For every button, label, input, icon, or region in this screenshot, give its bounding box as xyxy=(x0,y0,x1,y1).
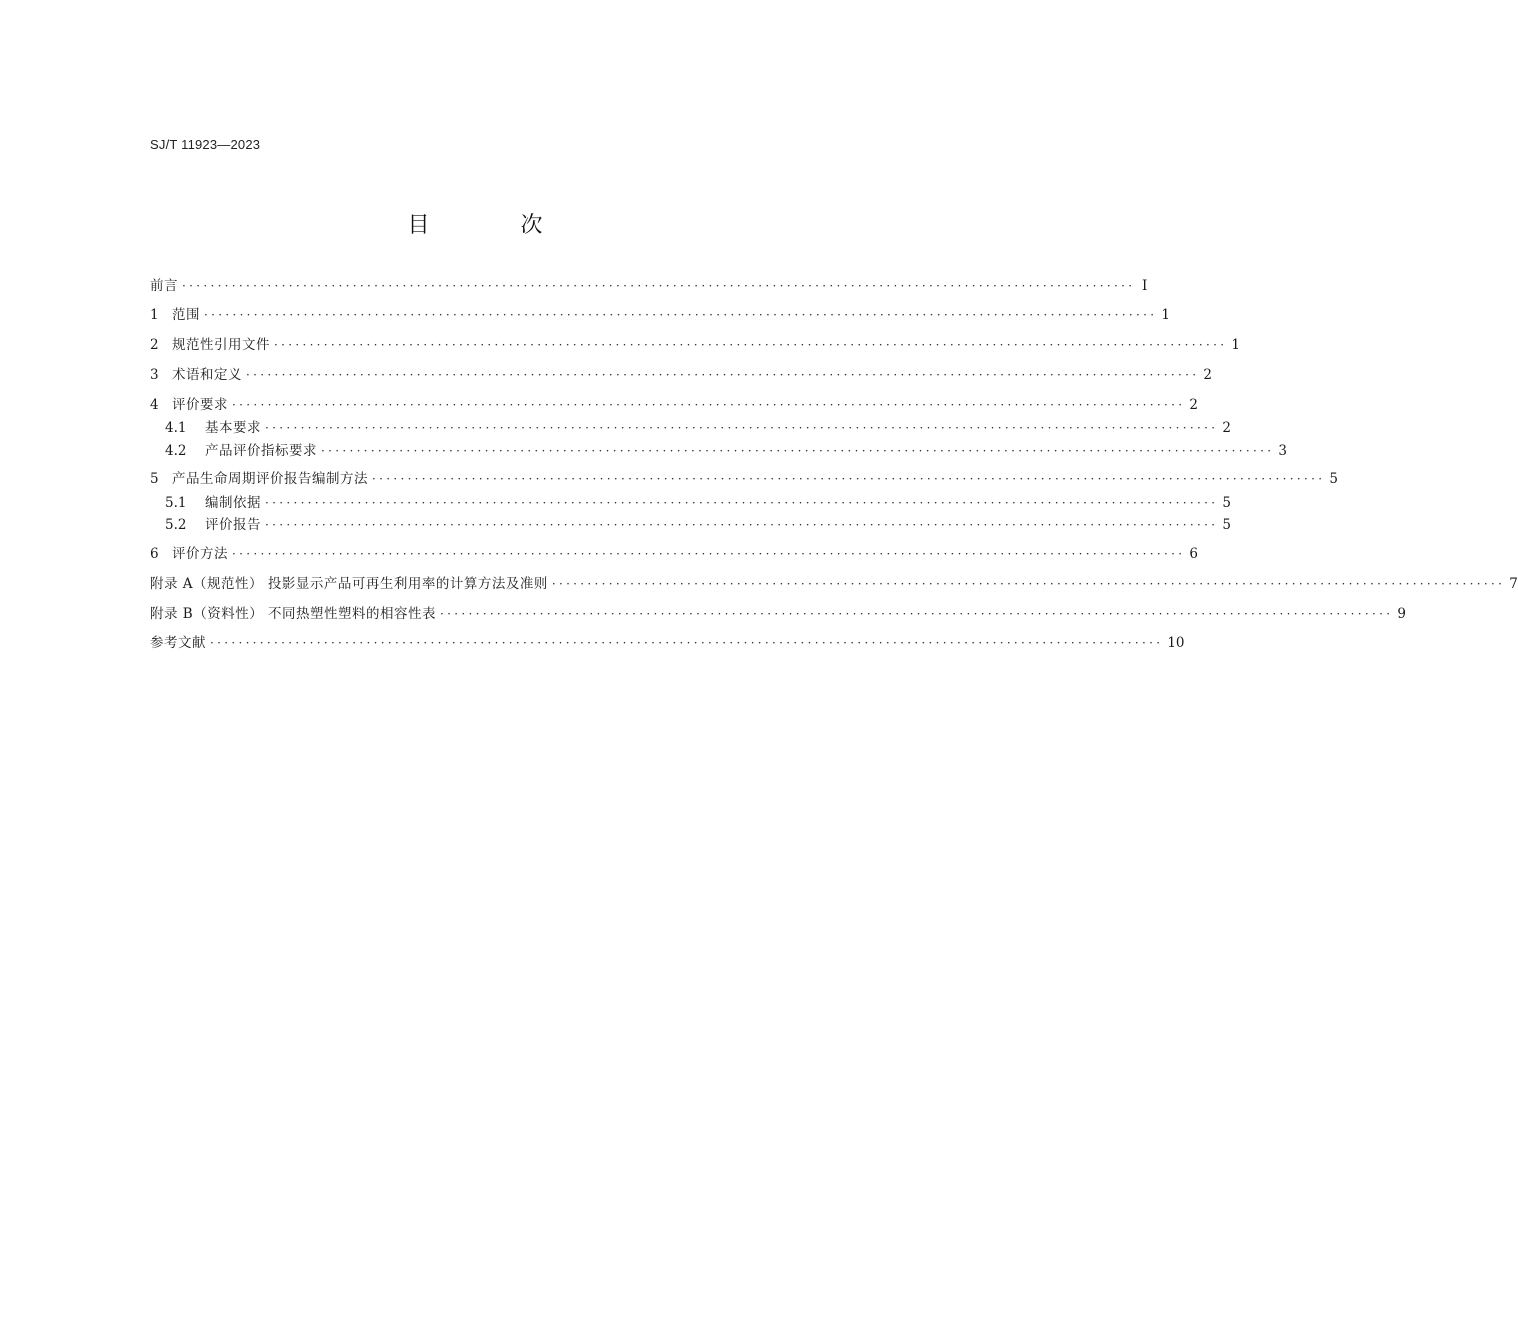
toc-leader-dots: ······································································································································ xyxy=(440,607,1394,621)
toc-entry-label: 前言 xyxy=(150,278,178,294)
toc-leader-dots: ······································································································································ xyxy=(265,421,1219,435)
toc-leader-dots: ······································································································································ xyxy=(210,636,1164,650)
toc-entry-number: 3 xyxy=(150,367,159,383)
toc-entry-page: 6 xyxy=(1189,546,1198,562)
toc-entry-label: 术语和定义 xyxy=(172,367,242,383)
toc-entry-label: 附录 B（资料性） 不同热塑性塑料的相容性表 xyxy=(150,606,437,622)
toc-entry-page: 1 xyxy=(1161,307,1170,323)
toc-entry-label: 评价方法 xyxy=(172,546,228,562)
toc-entry-label: 参考文献 xyxy=(150,635,206,651)
toc-entry-page: 1 xyxy=(1231,337,1240,353)
toc-leader-dots: ······································································································································ xyxy=(321,444,1275,458)
toc-entry-foreword[interactable] xyxy=(150,276,1148,296)
toc-entry-label: 产品生命周期评价报告编制方法 xyxy=(172,471,368,487)
toc-entry-compilation-basis[interactable] xyxy=(165,493,1231,513)
toc-entry-page: 2 xyxy=(1189,397,1198,413)
toc-entry-page: 5 xyxy=(1222,517,1231,533)
toc-entry-basic-requirements[interactable] xyxy=(165,418,1231,438)
toc-entry-page: I xyxy=(1142,278,1148,294)
toc-entry-number: 5.2 xyxy=(165,517,187,533)
toc-entry-appendix-a[interactable] xyxy=(150,574,1518,594)
toc-entry-scope[interactable] xyxy=(150,305,1170,325)
toc-entry-page: 7 xyxy=(1509,576,1518,592)
toc-entry-label: 产品评价指标要求 xyxy=(205,443,317,459)
toc-entry-page: 9 xyxy=(1397,606,1406,622)
toc-entry-number: 4.1 xyxy=(165,420,187,436)
toc-entry-page: 10 xyxy=(1167,635,1185,651)
toc-entry-appendix-b[interactable] xyxy=(150,604,1406,624)
toc-entry-number: 6 xyxy=(150,546,159,562)
toc-entry-terms[interactable] xyxy=(150,365,1212,385)
toc-leader-dots: ······································································································································ xyxy=(265,496,1219,510)
toc-leader-dots: ······································································································································ xyxy=(372,472,1326,486)
toc-entry-label: 范围 xyxy=(172,307,200,323)
toc-entry-page: 2 xyxy=(1222,420,1231,436)
toc-leader-dots: ······································································································································ xyxy=(232,398,1186,412)
toc-entry-label: 规范性引用文件 xyxy=(172,337,270,353)
toc-entry-page: 3 xyxy=(1278,443,1287,459)
toc-entry-number: 4.2 xyxy=(165,443,187,459)
toc-entry-number: 2 xyxy=(150,337,159,353)
toc-entry-evaluation-requirements[interactable] xyxy=(150,395,1198,415)
toc-entry-page: 5 xyxy=(1222,495,1231,511)
toc-leader-dots: ······································································································································ xyxy=(265,518,1219,532)
toc-entry-label: 基本要求 xyxy=(205,420,261,436)
toc-leader-dots: ······································································································································ xyxy=(204,308,1158,322)
toc-entry-bibliography[interactable] xyxy=(150,633,1185,653)
toc-entry-page: 5 xyxy=(1329,471,1338,487)
toc-leader-dots: ······································································································································ xyxy=(551,577,1506,591)
toc-leader-dots: ······································································································································ xyxy=(274,338,1228,352)
toc-entry-label: 编制依据 xyxy=(205,495,261,511)
toc-entry-label: 评价报告 xyxy=(205,517,261,533)
toc-entry-number: 5 xyxy=(150,471,159,487)
toc-entry-label: 评价要求 xyxy=(172,397,228,413)
toc-entry-number: 4 xyxy=(150,397,159,413)
toc-entry-evaluation-method[interactable] xyxy=(150,544,1198,564)
page-title: 目 次 xyxy=(407,213,585,238)
toc-entry-indicator-requirements[interactable] xyxy=(165,441,1287,461)
toc-entry-number: 5.1 xyxy=(165,495,187,511)
toc-entry-number: 1 xyxy=(150,307,159,323)
toc-leader-dots: ······································································································································ xyxy=(232,547,1186,561)
toc-entry-normative-references[interactable] xyxy=(150,335,1240,355)
toc-leader-dots: ······································································································································ xyxy=(182,279,1136,293)
toc-entry-page: 2 xyxy=(1203,367,1212,383)
toc-leader-dots: ······································································································································ xyxy=(246,368,1200,382)
toc-entry-lca-report[interactable] xyxy=(150,469,1338,489)
toc-entry-evaluation-report[interactable] xyxy=(165,515,1231,535)
standard-code: SJ/T 11923—2023 xyxy=(150,137,261,152)
toc-entry-label: 附录 A（规范性） 投影显示产品可再生利用率的计算方法及准则 xyxy=(150,576,548,592)
